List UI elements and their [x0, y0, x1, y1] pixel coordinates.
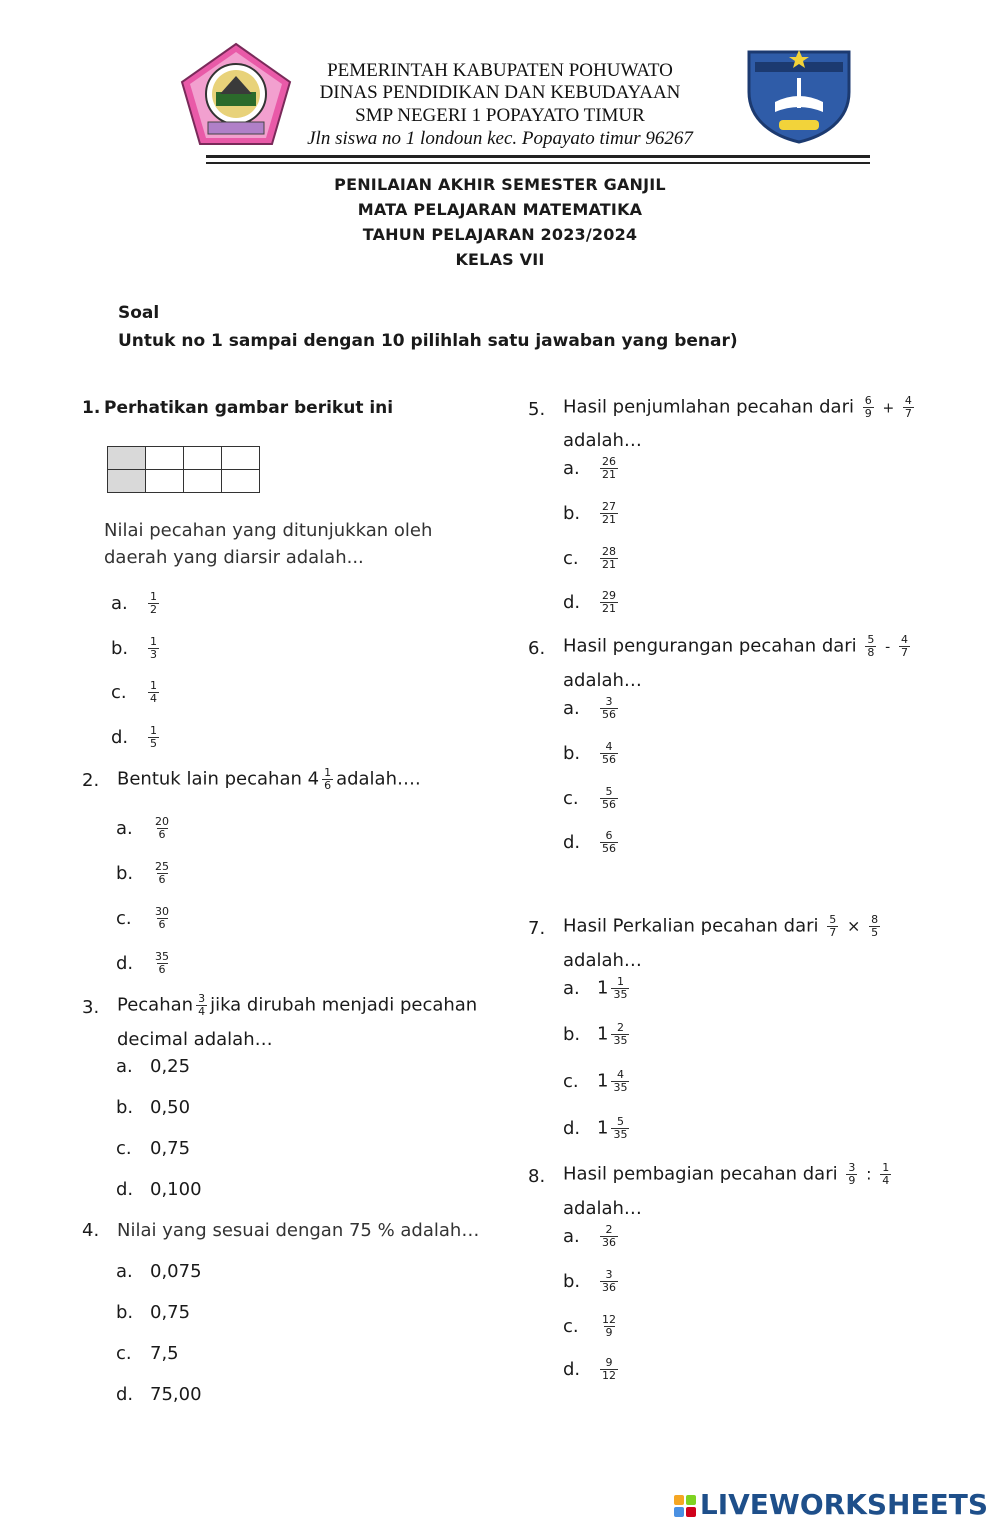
fraction: $\frac{5}{35}$ — [613, 1115, 628, 1141]
q1-option-d[interactable]: d. $\frac{1}{5}$ — [111, 724, 157, 750]
q2-option-b[interactable]: b. $\frac{25}{6}$ — [116, 860, 169, 886]
q6-option-b[interactable]: b. $\frac{4}{56}$ — [563, 740, 616, 766]
q8-number: 8. — [528, 1166, 546, 1187]
q1-option-c[interactable]: c. $\frac{1}{4}$ — [111, 679, 157, 705]
q5-number: 5. — [528, 399, 546, 420]
exam-title-4: KELAS VII — [455, 250, 545, 269]
fraction: $\frac{27}{21}$ — [602, 500, 616, 526]
q6-option-d[interactable]: d. $\frac{6}{56}$ — [563, 829, 616, 855]
q3-prompt: Pecahan $\frac{3}{4}$ jika dirubah menjadi pecahan — [117, 992, 478, 1018]
q6-number: 6. — [528, 638, 546, 659]
exam-title-2: MATA PELAJARAN MATEMATIKA — [357, 200, 643, 219]
q1-option-b[interactable]: b. $\frac{1}{3}$ — [111, 635, 157, 661]
q7-option-c[interactable]: c. 1 $\frac{4}{35}$ — [563, 1068, 628, 1094]
fraction: $\frac{9}{12}$ — [602, 1356, 616, 1382]
q8-prompt-line-2: adalah… — [563, 1198, 642, 1219]
fraction: $\frac{25}{6}$ — [155, 860, 169, 886]
fraction: $\frac{3}{56}$ — [602, 695, 616, 721]
q8-prompt: Hasil pembagian pecahan dari $\frac{3}{9}$ : $\frac{1}{4}$ — [563, 1161, 890, 1187]
fraction: $\frac{29}{21}$ — [602, 589, 616, 615]
q5-option-a[interactable]: a. $\frac{26}{21}$ — [563, 455, 616, 481]
q2-option-d[interactable]: d. $\frac{35}{6}$ — [116, 950, 169, 976]
fraction: $\frac{30}{6}$ — [155, 905, 169, 931]
shaded-grid-figure — [107, 446, 260, 493]
header-rule-thin — [206, 162, 870, 164]
q1-prompt: Perhatikan gambar berikut ini — [104, 398, 394, 418]
q1-text-1: Nilai pecahan yang ditunjukkan oleh — [104, 520, 433, 541]
fraction: $\frac{5}{56}$ — [602, 785, 616, 811]
fraction: $\frac{1}{3}$ — [150, 635, 157, 661]
fraction: $\frac{4}{56}$ — [602, 740, 616, 766]
q3-option-c[interactable]: c. 0,75 — [116, 1138, 191, 1159]
header-rule-thick — [206, 155, 870, 158]
liveworksheets-logo[interactable]: LIVEWORKSHEETS — [674, 1488, 988, 1521]
q8-option-a[interactable]: a. $\frac{2}{36}$ — [563, 1223, 616, 1249]
q2-number: 2. — [82, 770, 100, 791]
fraction: $\frac{1}{6}$ — [324, 766, 332, 792]
q8-option-d[interactable]: d. $\frac{9}{12}$ — [563, 1356, 616, 1382]
fraction: $\frac{5}{8}$ — [867, 633, 875, 659]
q7-prompt: Hasil Perkalian pecahan dari $\frac{5}{7}$ × $\frac{8}{5}$ — [563, 913, 879, 939]
q3-option-d[interactable]: d. 0,100 — [116, 1179, 202, 1200]
q5-option-b[interactable]: b. $\frac{27}{21}$ — [563, 500, 616, 526]
fraction: $\frac{3}{9}$ — [848, 1161, 856, 1187]
q7-prompt-line-2: adalah… — [563, 950, 642, 971]
q3-option-a[interactable]: a. 0,25 — [116, 1056, 191, 1077]
header-line-3: SMP NEGERI 1 POPAYATO TIMUR — [355, 105, 645, 126]
q6-prompt-line-2: adalah… — [563, 670, 642, 691]
fraction: $\frac{3}{36}$ — [602, 1268, 616, 1294]
header-line-2: DINAS PENDIDIKAN DAN KEBUDAYAAN — [319, 82, 681, 103]
q6-option-a[interactable]: a. $\frac{3}{56}$ — [563, 695, 616, 721]
fraction: $\frac{1}{2}$ — [150, 590, 157, 616]
q6-prompt: Hasil pengurangan pecahan dari $\frac{5}{8}$ - $\frac{4}{7}$ — [563, 633, 908, 659]
fraction: $\frac{1}{35}$ — [613, 975, 628, 1001]
header-address: Jln siswa no 1 londoun kec. Popayato timur 96267 — [307, 128, 693, 149]
fraction: $\frac{12}{9}$ — [602, 1313, 616, 1339]
q8-option-b[interactable]: b. $\frac{3}{36}$ — [563, 1268, 616, 1294]
fraction: $\frac{4}{7}$ — [904, 394, 912, 420]
liveworksheets-icon — [674, 1495, 696, 1517]
q7-option-d[interactable]: d. 1 $\frac{5}{35}$ — [563, 1115, 628, 1141]
q4-option-b[interactable]: b. 0,75 — [116, 1302, 191, 1323]
q3-option-b[interactable]: b. 0,50 — [116, 1097, 191, 1118]
q5-option-c[interactable]: c. $\frac{28}{21}$ — [563, 545, 616, 571]
q8-option-c[interactable]: c. $\frac{12}{9}$ — [563, 1313, 616, 1339]
q4-prompt: Nilai yang sesuai dengan 75 % adalah… — [117, 1220, 480, 1241]
logo-school — [745, 48, 853, 144]
fraction: $\frac{1}{4}$ — [882, 1161, 890, 1187]
q2-option-c[interactable]: c. $\frac{30}{6}$ — [116, 905, 169, 931]
fraction: $\frac{4}{7}$ — [900, 633, 908, 659]
fraction: $\frac{2}{35}$ — [613, 1021, 628, 1047]
exam-title-1: PENILAIAN AKHIR SEMESTER GANJIL — [334, 175, 666, 194]
fraction: $\frac{35}{6}$ — [155, 950, 169, 976]
fraction: $\frac{1}{5}$ — [150, 724, 157, 750]
fraction: $\frac{28}{21}$ — [602, 545, 616, 571]
q4-option-a[interactable]: a. 0,075 — [116, 1261, 202, 1282]
q1-option-a[interactable]: a. $\frac{1}{2}$ — [111, 590, 157, 616]
exam-title-3: TAHUN PELAJARAN 2023/2024 — [362, 225, 638, 244]
fraction: $\frac{5}{7}$ — [829, 913, 837, 939]
q7-option-a[interactable]: a. 1 $\frac{1}{35}$ — [563, 975, 628, 1001]
q1-text-2: daerah yang diarsir adalah... — [104, 547, 364, 568]
q2-option-a[interactable]: a. $\frac{20}{6}$ — [116, 815, 169, 841]
q1-number: 1. — [82, 398, 101, 418]
fraction: $\frac{26}{21}$ — [602, 455, 616, 481]
instructions-text: Untuk no 1 sampai dengan 10 pilihlah satu jawaban yang benar) — [118, 331, 738, 351]
instructions-heading: Soal — [118, 303, 160, 323]
q3-number: 3. — [82, 997, 100, 1018]
fraction: $\frac{4}{35}$ — [613, 1068, 628, 1094]
q7-option-b[interactable]: b. 1 $\frac{2}{35}$ — [563, 1021, 628, 1047]
fraction: $\frac{2}{36}$ — [602, 1223, 616, 1249]
q5-prompt: Hasil penjumlahan pecahan dari $\frac{6}{9}$ + $\frac{4}{7}$ — [563, 394, 912, 420]
header-line-1: PEMERINTAH KABUPATEN POHUWATO — [327, 60, 673, 81]
q3-prompt-line-2: decimal adalah… — [117, 1029, 273, 1050]
q5-prompt-line-2: adalah… — [563, 430, 642, 451]
q4-option-d[interactable]: d. 75,00 — [116, 1384, 202, 1405]
fraction: $\frac{3}{4}$ — [198, 992, 206, 1018]
fraction: $\frac{6}{56}$ — [602, 829, 616, 855]
fraction: $\frac{8}{5}$ — [871, 913, 879, 939]
q7-number: 7. — [528, 918, 546, 939]
q5-option-d[interactable]: d. $\frac{29}{21}$ — [563, 589, 616, 615]
fraction: $\frac{1}{4}$ — [150, 679, 157, 705]
fraction: $\frac{6}{9}$ — [864, 394, 872, 420]
fraction: $\frac{20}{6}$ — [155, 815, 169, 841]
q2-prompt: Bentuk lain pecahan 4 $\frac{1}{6}$ adalah…. — [117, 766, 421, 792]
q4-option-c[interactable]: c. 7,5 — [116, 1343, 179, 1364]
q6-option-c[interactable]: c. $\frac{5}{56}$ — [563, 785, 616, 811]
q4-number: 4. — [82, 1220, 100, 1241]
